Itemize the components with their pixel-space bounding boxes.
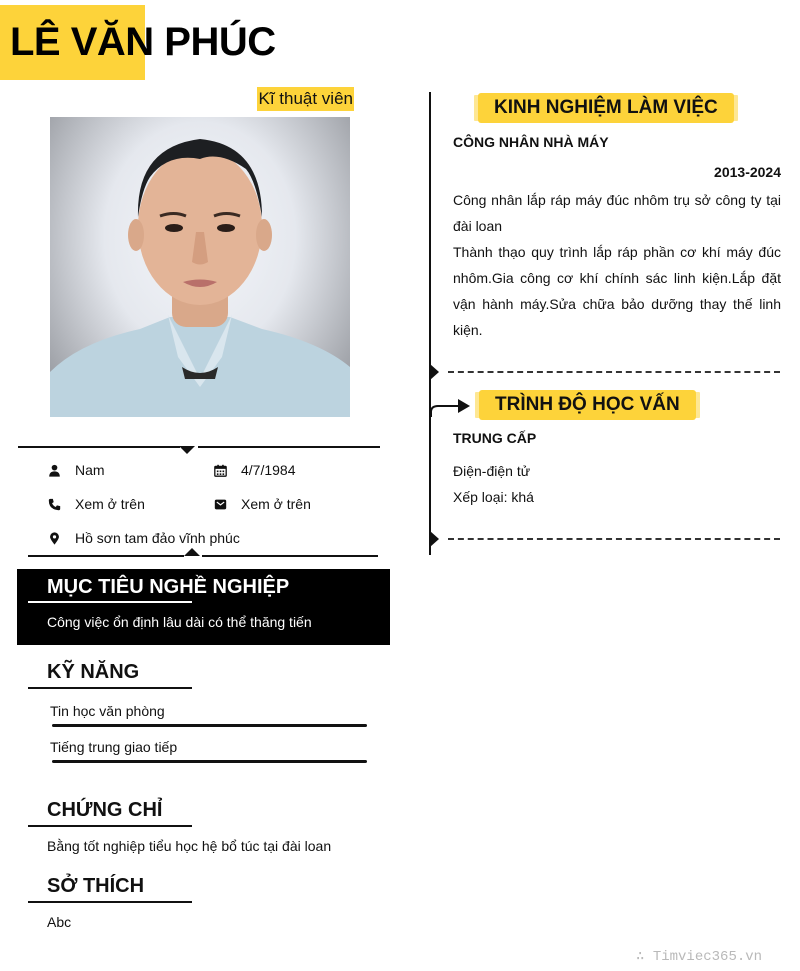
timeline-marker-icon	[430, 531, 439, 547]
skills-heading: KỸ NĂNG	[47, 661, 140, 683]
objective-heading: MỤC TIÊU NGHỀ NGHIỆP	[47, 576, 290, 598]
watermark: ∴ Timviec365.vn	[636, 949, 763, 965]
contact-phone	[47, 495, 145, 513]
address-value: Hồ sơn tam đảo vĩnh phúc	[75, 530, 240, 546]
education-grade: Xếp loại: khá	[453, 489, 534, 505]
hobbies-underline	[28, 901, 192, 903]
experience-description-line: Thành thạo quy trình lắp ráp phần cơ khí máy đúc nhôm.Gia công cơ khí chính sác linh kiện.Lắp đặt vận hành máy.Sửa chữa bảo dưỡng thay thế linh kiện.	[453, 244, 781, 338]
experience-period: 2013-2024	[714, 164, 781, 180]
experience-heading: KINH NGHIỆM LÀM VIỆC	[478, 93, 734, 123]
skill-item: Tin học văn phòng	[50, 703, 165, 719]
objective-text: Công việc ổn định lâu dài có thể thăng tiến	[47, 614, 312, 630]
birthday-value: 4/7/1984	[241, 462, 296, 478]
skill-bar	[52, 760, 367, 763]
phone-value: Xem ở trên	[75, 496, 145, 512]
arrow-right-icon	[430, 396, 474, 418]
hobbies-heading: SỞ THÍCH	[47, 875, 145, 897]
timeline-marker-icon	[430, 364, 439, 380]
contact-divider-top-left	[18, 446, 180, 448]
certificates-text: Bằng tốt nghiệp tiểu học hệ bổ túc tại đài loan	[47, 838, 332, 854]
name-highlight: LÊ VĂN	[10, 20, 154, 64]
certificates-heading: CHỨNG CHỈ	[47, 799, 163, 821]
triangle-down-icon	[179, 446, 195, 454]
contact-birthday	[213, 461, 296, 479]
skill-bar	[52, 724, 367, 727]
calendar-icon	[213, 463, 227, 477]
objective-underline	[28, 601, 192, 603]
candidate-name	[10, 18, 276, 66]
skills-underline	[28, 687, 192, 689]
education-level: TRUNG CẤP	[453, 430, 537, 446]
job-title: Kĩ thuật viên	[257, 87, 354, 111]
envelope-icon	[213, 497, 227, 511]
contact-gender	[47, 461, 105, 479]
hobbies-text: Abc	[47, 914, 72, 930]
contact-address	[47, 529, 240, 547]
triangle-up-icon	[184, 548, 200, 556]
phone-icon	[47, 497, 61, 511]
email-value: Xem ở trên	[241, 496, 311, 512]
certificates-underline	[28, 825, 192, 827]
education-major: Điện-điện tử	[453, 463, 531, 479]
map-marker-icon	[47, 531, 61, 545]
name-rest: PHÚC	[153, 20, 276, 64]
contact-divider-bottom-right	[202, 555, 378, 557]
gender-value: Nam	[75, 462, 105, 478]
dashed-divider	[448, 371, 780, 373]
profile-photo	[50, 117, 350, 417]
contact-email	[213, 495, 311, 513]
education-heading: TRÌNH ĐỘ HỌC VẤN	[479, 390, 696, 420]
dashed-divider	[448, 538, 780, 540]
career-objective-section	[17, 569, 390, 645]
experience-description	[453, 187, 781, 343]
portrait-illustration	[50, 117, 350, 417]
contact-divider-bottom-left	[28, 555, 184, 557]
experience-description-line: Công nhân lắp ráp máy đúc nhôm trụ sở công ty tại đài loan	[453, 192, 781, 234]
skill-item: Tiếng trung giao tiếp	[50, 739, 178, 755]
contact-divider-top-right	[198, 446, 380, 448]
timeline-line	[429, 92, 431, 555]
experience-position: CÔNG NHÂN NHÀ MÁY	[453, 134, 609, 150]
user-icon	[47, 463, 61, 477]
